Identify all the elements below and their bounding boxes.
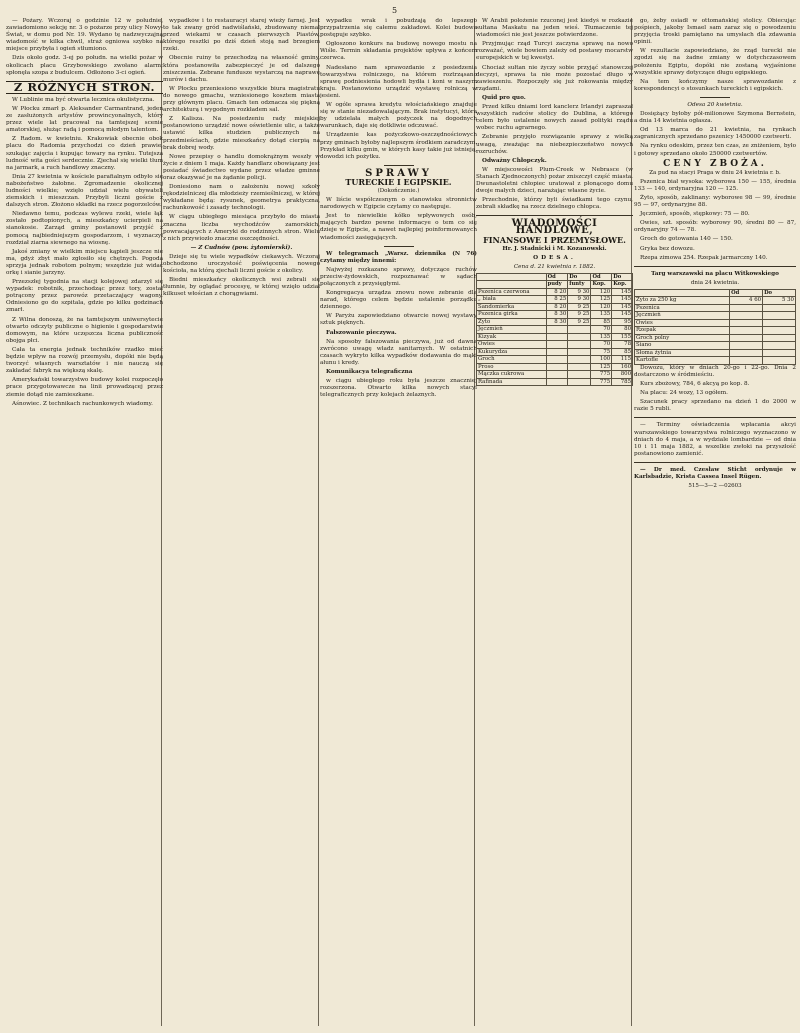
table-cell	[568, 356, 591, 364]
table-cell	[730, 312, 763, 320]
table-cell: 5 30	[763, 297, 796, 305]
article-paragraph: Z Radom. w kwietniu. Krakowiak obecnie obok placu do Radomia przychodzi co dzień prawie, szukając zajęcia i kupując towary na rynku. Tutejsza ludność wita gości serdecznie. Zjechał się wielki tłum na jarmark, a ruch handlowy znaczny.	[6, 136, 163, 171]
table-row	[477, 333, 633, 341]
table-row	[635, 312, 796, 320]
table-row	[477, 326, 633, 334]
article-paragraph: Przed kilku dniami lord kanclerz Irlandyi zapraszał wszystkich radców stolicy do Dublina, a którego celem było ustalenie nowych zasad polityki rządu wobec ruchu agrarnego.	[476, 104, 633, 132]
price-line: Jęczmień, sposób, stępkowy: 75 — 80.	[640, 211, 750, 218]
table-cell: 70	[591, 326, 612, 334]
section-title-z-roznych-stron: Z RÓŻNYCH STRON.	[6, 81, 163, 94]
separator	[700, 97, 730, 98]
article-paragraph: Obecnie ruiny te przechodzą na własność gminy, która postanowiła zabezpieczyć je od dalszego zniszczenia. Zebrane fundusze wystarczą na naprawę murów i dachu.	[163, 55, 320, 83]
table-row	[635, 319, 796, 327]
column-5	[634, 18, 796, 1026]
sprawy-note: (Dokończenie.)	[377, 187, 420, 194]
price-subheader	[477, 281, 547, 289]
table-cell	[730, 357, 763, 365]
article-paragraph: W Płocku zmarł p. Aleksander Carmantrand, jeden ze zasłużonych artystów prowincyonalnych, który przez wiele lat pracował na tamtejszej scenie amatorskiej, służąc radą i pomocą młodym talentom.	[6, 105, 163, 134]
sprawy-subtitle: TURECKIE I EGIPSKIE.	[345, 176, 452, 187]
article-paragraph: wypadków i to restauracyi starej wieży farnej. Jest to tak zwany gród nadwiślański, zbudowany niemal przed wiekami w czasach pierwszych Piastów, którego resztki po dziś dzień stoją nad brzegiem rzeki.	[163, 18, 320, 53]
table-cell: Pszenica girka	[477, 311, 547, 319]
table-cell	[730, 327, 763, 335]
odesa-date: Cena d. 21 kwietnia r. 1882.	[513, 263, 596, 270]
table-cell	[546, 326, 568, 334]
table-cell	[763, 304, 796, 312]
targ-date: dnia 24 kwietnia.	[690, 279, 740, 286]
table-cell: 85	[612, 348, 633, 356]
price-table-body	[477, 288, 633, 386]
article-paragraph: Dzieje się tu wiele wypadków ciekawych. Wczoraj obchodzono uroczystość poświęcenia nowego kościoła, na którą zjechali liczni goście z okolicy.	[163, 253, 320, 275]
targ-table-body	[635, 297, 796, 365]
table-row	[635, 334, 796, 342]
table-cell: 125	[591, 363, 612, 371]
table-cell: 145	[612, 311, 633, 319]
telegram-heading: W telegramach „Warsz. dziennika (N 76) czytamy między innemi:	[320, 250, 477, 264]
targ-table	[634, 289, 796, 365]
article-paragraph: Przyjmując rząd Turcyi zaczyna sprawę na nowo rozważać, wiele bowiem zależy od postawy mocarstw europejskich w tej kwestyi.	[476, 41, 633, 62]
table-row	[477, 363, 633, 371]
table-row	[635, 304, 796, 312]
article-paragraph: W rezultacie zapowiedziano, że rząd turecki nie zgodzi się na żadne zmiany w dotychczasowem położeniu Egiptu, dopóki nie zostaną wyjaśnione wszystkie sprawy dotyczące długu egipskiego.	[634, 48, 796, 76]
article-paragraph: Szacunek pracy sprzedano na dzień 1 do 2000 w razie 5 rubli.	[634, 399, 796, 413]
article-paragraph: Urządzenie kas pożyczkowo-oszczędnościowych przy gminach byłoby najlepszym środkiem zaradczym. Przykład kilku gmin, w których kasy takie już istnieją, dowodzi ich pożytku.	[320, 132, 477, 160]
table-cell: 100	[591, 356, 612, 364]
article-paragraph: Na tem kończymy nasze sprawozdanie z korespondencyi o stosunkach tureckich i egipskich.	[634, 78, 796, 92]
table-cell: Mączka cukrowa	[477, 371, 547, 379]
wiadomosci-subtitle: FINANSOWE I PRZEMYSŁOWE.	[483, 234, 626, 245]
article-paragraph: Zebranie przyjęło rozwiązanie sprawy z wielką uwagą, zważając na niebezpieczeństwo nowych rozruchów.	[476, 134, 633, 155]
table-cell	[546, 378, 568, 386]
table-cell: 9 30	[568, 288, 591, 296]
price-line: Gryka bez dowozu.	[640, 245, 695, 252]
table-cell: 115	[612, 356, 633, 364]
table-cell	[730, 334, 763, 342]
column-3	[320, 18, 477, 1026]
table-cell: 120	[591, 303, 612, 311]
subsection-title: — Z Cudnów (pow. żytomierski).	[190, 244, 293, 251]
table-cell	[546, 341, 568, 349]
table-cell: 4 60	[730, 297, 763, 305]
targ-header	[635, 289, 730, 297]
divider	[634, 462, 796, 463]
article-paragraph: W ogóle sprawa kredytu włościańskiego znajduje się w stanie niezadowalającym. Brak instytucyi, która by udzielała małych pożyczek na dogodnych warunkach, daje się dotkliwie odczuwać.	[320, 102, 477, 130]
article-paragraph: Amerykański towarzystwo budowy kolei rozpoczęło prace przygotowawcze na linii prowadzącej przez ziemie dotąd nie zamieszkane.	[6, 377, 163, 398]
table-cell: Siano	[635, 342, 730, 350]
table-cell: 8 20	[546, 288, 568, 296]
page-number: 5	[392, 6, 398, 15]
table-cell: Owies	[477, 341, 547, 349]
article-paragraph: W liście współczesnym o stanowisku stronnictw narodowych w Egipcie czytamy co następuje.	[320, 197, 477, 211]
komunikacya-heading: Komunikacya telegraficzna	[326, 369, 413, 376]
table-cell	[546, 348, 568, 356]
article-paragraph: Ogłoszono konkurs na budowę nowego mostu na Wiśle. Termin składania projektów upływa z końcem czerwca.	[320, 41, 477, 62]
table-cell: „ biała	[477, 296, 547, 304]
targ-title: Targ warszawski na placu Witkowskiego	[651, 270, 779, 277]
article-paragraph: Nadesłano nam sprawozdanie z posiedzenia towarzystwa rolniczego, na którem roztrząsano sprawę podniesienia hodowli bydła i koni w naszym kraju. Postanowiono urządzić wystawę rolniczą w jesieni.	[320, 64, 477, 99]
price-header: Do	[612, 273, 633, 281]
table-cell	[546, 371, 568, 379]
article-paragraph: Biedni mieszkańcy okolicznych wsi zebrali się tłumnie, by oglądać procesyę, w której wzięło udział kilkuset włościan z chorągwiami.	[163, 277, 320, 298]
column-1	[6, 18, 163, 1026]
table-cell: 70	[591, 341, 612, 349]
table-row	[635, 342, 796, 350]
table-cell: 135	[591, 311, 612, 319]
table-cell: Proso	[477, 363, 547, 371]
falszowanie-heading: Fałszowanie pieczywa.	[326, 329, 397, 336]
table-cell: 78	[612, 341, 633, 349]
table-cell: Groch	[477, 356, 547, 364]
table-row	[477, 311, 633, 319]
table-cell: 8 20	[546, 303, 568, 311]
table-cell: 9 25	[568, 318, 591, 326]
article-paragraph: Doniesiono nam o założeniu nowej szkoły rękodzielniczej dla młodzieży rzemieślniczej, w której wykładane będą: rysunek, geometrya praktyczna, rachunkowość i zasady technologii.	[163, 184, 320, 212]
price-line: Pszenica biał wysoka: wyborowa 150 — 155, średnia 133 — 140, ordynaryjna 120 — 125.	[634, 178, 796, 192]
table-cell	[568, 333, 591, 341]
table-cell: 775	[591, 378, 612, 386]
table-cell: 135	[591, 333, 612, 341]
table-cell	[763, 342, 796, 350]
table-cell: 85	[591, 318, 612, 326]
table-cell: 80	[612, 326, 633, 334]
table-cell	[546, 333, 568, 341]
article-paragraph: go, żeby osiadł w ottomańskiej stolicy. Obiecując pośpiech, jakoby Ismael sam zaraz się o powodzeniu przyjęcia troski pamiętano na umysłach dla zdawania opinii.	[634, 18, 796, 46]
table-cell	[546, 363, 568, 371]
table-cell: Słoma żytnia	[635, 349, 730, 357]
table-cell: 9 25	[568, 303, 591, 311]
table-cell: 145	[612, 303, 633, 311]
table-cell	[546, 356, 568, 364]
price-subheader: funty	[568, 281, 591, 289]
table-row	[635, 297, 796, 305]
table-row	[477, 296, 633, 304]
article-paragraph: Nowe przepisy o handlu domokrążnym weszły w życie z dniem 1 maja. Każdy handlarz obowiązany jest posiadać świadectwo wydane przez władze gminne oraz okazywać je na żądanie policji.	[163, 153, 320, 181]
table-cell: Jęczmień	[635, 312, 730, 320]
table-cell	[730, 304, 763, 312]
table-cell: Rzepak	[635, 327, 730, 335]
article-paragraph: Przezszłej tygodnia na stacji kolejowej zdarzył się wypadek: robotnik, przechodząc przez tory, został potrącony przez parowóz przetaczający wagony. Odniesiono go do szpitala, gdzie po kilku godzinach zmarł.	[6, 279, 163, 314]
divider	[634, 417, 796, 418]
article-paragraph: W ciągu ubiegłego miesiąca przybyło do miasta znaczna liczba wychodźców zamorskich, powracających z Ameryki do rodzinnych stron. Wielu z nich przywiozło znaczne oszczędności.	[163, 214, 320, 242]
table-cell: 125	[591, 296, 612, 304]
targ-header: Do	[763, 289, 796, 297]
article-paragraph: Jakoś zmiany w wielkim miejscu kąpieli jeszcze nie ma, gdyż zbyt mało zgłosiło się chętnych. Pogoda sprzyja jednak robotom polnym; wszędzie już widać orkę i sianie jarzyny.	[6, 248, 163, 276]
price-line: Rzepa zimowa 254. Rzepak jarmarczny 140.	[640, 254, 768, 261]
table-cell: Sandomierka	[477, 303, 547, 311]
announcement: — Terminy oświadczenia wpłacania akcyi warszawskiego towarzystwa rolniczego wyznaczono w dniach do 4 maja, a w wydziale lombardzie — od dnia 10 i 11 maja 1882, a wszelkie zwłoki na przyszłość postanowiono zamienić.	[634, 422, 796, 457]
table-cell: Kizyak	[477, 333, 547, 341]
price-line: Groch do gotowania 140 — 150.	[640, 236, 733, 243]
article-paragraph: Dosiężący byłoby pół-milionowe Szymona Bernstein, a dnia 14 kwietnia ogłasza.	[634, 111, 796, 125]
table-cell: 8 30	[546, 311, 568, 319]
ceny-zboza-title: CENY ZBOŻA.	[663, 158, 767, 169]
article-paragraph: w ciągu ubiegłego roku była jeszcze znaczniej rozszerzona. Otwarto kilka nowych stacyi telegraficznych przy kolejach żelaznych.	[320, 378, 477, 399]
column-4	[476, 18, 633, 1026]
article-paragraph: Kurs zbożowy, 784, 6 akcyą po kop. 8.	[640, 381, 750, 388]
table-cell: Żyto za 250 kg	[635, 297, 730, 305]
price-table	[476, 273, 633, 387]
table-cell: Groch polny	[635, 334, 730, 342]
article-paragraph: W miejscowości Plum-Creek w Nebrasce (w Stanach Zjednoczonych) pożar zniszczył część miasta. Dwunastoletni chłopiec uratował z płonącego domu dwoje małych dzieci, narażając własne życie.	[476, 166, 633, 195]
quid-heading: Quid pro quo.	[482, 94, 526, 101]
odwazny-heading: Odważny Chłopczyk.	[482, 157, 547, 164]
table-row	[477, 341, 633, 349]
price-line: Owies, szt. sposób: wyborowy 90, średni 80 — 87, ordynaryjny 74 — 78.	[634, 220, 796, 234]
table-cell: Kukurydza	[477, 348, 547, 356]
article-paragraph: W Lublinie ma być otwarta lecznica okulistyczna.	[12, 96, 155, 103]
article-paragraph: Przechodnie, którzy byli świadkami tego czynu, zebrali składkę na rzecz dzielnego chłopca.	[476, 197, 633, 211]
price-subheader: Kop.	[612, 281, 633, 289]
article-paragraph: wypadku wrak i pobudzają do lepszego przypatrzenia się całemu zakładowi. Kolei budowa postępuje szybko.	[320, 18, 477, 39]
table-cell: Jęczmień	[477, 326, 547, 334]
firm-name: Hr. J. Stadnicki i M. Kozanowski.	[502, 245, 607, 252]
table-cell: Owies	[635, 319, 730, 327]
table-row	[477, 371, 633, 379]
article-paragraph: Aśnowiec. Z technikach rachunkowych wiadomy.	[12, 400, 153, 407]
ceny-subtitle: Za pud na stacyi Praga w dniu 24 kwietnia r. b.	[649, 169, 781, 176]
table-cell	[730, 319, 763, 327]
table-row	[635, 327, 796, 335]
table-cell	[568, 348, 591, 356]
article-paragraph: Na sposoby fałszowania pieczywa, już od dawna zwrócono uwagę władz sanitarnych. W ostatnich czasach wykryto kilka wypadków dodawania do mąki ałunu i kredy.	[320, 338, 477, 366]
notowania-heading: Odesa 20 kwietnia.	[687, 101, 743, 108]
table-row	[635, 357, 796, 365]
table-cell	[568, 326, 591, 334]
table-cell: 8 30	[546, 318, 568, 326]
table-cell	[763, 319, 796, 327]
table-cell	[568, 378, 591, 386]
table-cell: Kartofle	[635, 357, 730, 365]
odesa-heading: ODESA.	[533, 254, 576, 261]
table-cell: 120	[591, 288, 612, 296]
divider	[634, 266, 796, 267]
article-paragraph: — Pożary. Wczoraj o godzinie 12 w południe, zawiadomiono sekcję nr. 3 o pożarze przy ulicy Nowy-Świat, w domu pod Nr. 19. Wydano tę nadzwyczajną wiadomość w kilka chwil, straż ogniowa szybko na miejsce przybyła i ogień stłumiono.	[6, 18, 163, 53]
table-cell	[763, 349, 796, 357]
separator	[384, 165, 414, 166]
table-cell: 9 30	[568, 296, 591, 304]
table-cell	[763, 334, 796, 342]
article-paragraph: W Płocku przeniesiono wszystkie biura magistratu do nowego gmachu, wzniesionego kosztem miasta przy głównym placu. Gmach ten odznacza się piękną architekturą i wygodnym rozkładem sal.	[163, 85, 320, 114]
article-paragraph: W Paryżu zapowiedziano otwarcie nowej wystawy sztuk pięknych.	[320, 313, 477, 327]
table-cell: 8 25	[546, 296, 568, 304]
article-paragraph: Jest to niewielkie kółko wpływowych osób, mających bardzo pewne informacye o tem co się dzieje w Egipcie, a nawet najlepiej poinformowanych wiadomości zasięgających.	[320, 213, 477, 241]
price-subheader: Kop.	[591, 281, 612, 289]
table-cell	[730, 349, 763, 357]
table-row	[477, 303, 633, 311]
article-paragraph: Kongregacya urządza znowu nowe zebranie dla narad, którego celem będzie ustalenie porządku dziennego.	[320, 290, 477, 311]
table-row	[477, 378, 633, 386]
table-cell: 145	[612, 288, 633, 296]
announcement-number: 515—3—2 —02603	[688, 483, 742, 490]
column-2	[163, 18, 320, 1026]
table-cell: 785	[612, 378, 633, 386]
table-cell: Pszenica czerwona	[477, 288, 547, 296]
price-header: Do	[568, 273, 591, 281]
article-paragraph: Chociaż sułtan nie życzy sobie przyjąć stanowczej decyzyi, sprawa ta nie może pozostać długo w zawieszeniu. Rozpoczęły się już rokowania między rządami.	[476, 64, 633, 92]
article-paragraph: Dzis około godz. 3-ej po połudn. na wielki pożar w okolicach placu Grzybowskiego zwołano alarm; spłonęła szopa z budulcem. Odłożono 3-ci ogień.	[6, 55, 163, 76]
article-paragraph: Najwyżej rozkazano sprawy, dotyczące ruchów przeciw-żydowskich, rozpoznawać w sądach połączonych z przysięgłymi.	[320, 266, 477, 287]
price-header: Od	[591, 273, 612, 281]
price-subheader: pudy	[546, 281, 568, 289]
article-paragraph: Cała ta energia jednak techników rzadko mieć będzie wpływ na rozwój przemysłu, dopóki nie będą tworzyć własnych warsztatów i nie nauczą się zakładać fabryk na większą skalę.	[6, 346, 163, 375]
article-paragraph: Niedawno temu, podczas wylewu rzeki, wiele łąk zostało podtopionych, a mieszkańcy ucierpieli na sianokosie. Zarząd gminy postanowił przyjść z pomocą najbiedniejszym gospodarzom, i wyznaczył rozdział ziarna siewnego na wiosnę.	[6, 211, 163, 246]
table-cell: Żyto	[477, 318, 547, 326]
table-row	[477, 288, 633, 296]
table-cell: Pszenica	[635, 304, 730, 312]
article-paragraph: Na placu: 24 wozy, 13 ogółem.	[640, 390, 728, 397]
table-cell: 775	[591, 371, 612, 379]
table-cell: 9 25	[568, 311, 591, 319]
article-paragraph: Z Wilna donoszą, że na tamtejszym uniwersytecie otwarto odczyty publiczne o higienie i gospodarstwie domowym, na które uczęszcza liczna publiczność obojga płci.	[6, 316, 163, 344]
separator	[384, 246, 414, 247]
table-cell: 155	[612, 333, 633, 341]
table-cell: Rafinada	[477, 378, 547, 386]
table-row	[635, 349, 796, 357]
table-cell	[568, 341, 591, 349]
table-cell: 145	[612, 296, 633, 304]
article-paragraph: Od 13 marca do 21 kwietnia, na rynkach zagranicznych sprzedano pszenicy 1450000 czetwerti.	[634, 127, 796, 141]
divider	[476, 215, 633, 216]
table-cell: 160	[612, 363, 633, 371]
article-paragraph: Dnia 27 kwietnia w kościele parafialnym odbyło się nabożeństwo żałobne. Zgromadzenie okolicznej ludności wielkie; wzięło udział wielu obywateli ziemskich i mieszczan. Przybyli liczni goście z dalszych stron. Złożono składki na rzecz pogorzelców.	[6, 173, 163, 209]
price-header	[477, 273, 547, 281]
article-paragraph: W Arabii położenie rzuconej jest kiedyś w rozkazie sułtana Maskatu na jeden wieś. Tłumaczenie tej wiadomości nie jest jeszcze potwierdzone.	[476, 18, 633, 39]
table-row	[477, 356, 633, 364]
table-cell: 800	[612, 371, 633, 379]
price-line: Żyto, sposób, zaklinany: wyborowe 98 — 99, średnie 95 — 97, ordynaryjne 88.	[634, 194, 796, 209]
targ-header: Od	[730, 289, 763, 297]
table-cell	[763, 312, 796, 320]
article-paragraph: Dowozu, który w dniach 20-go i 22-go. Dnia 2 dostarczono w śródmieściu.	[634, 364, 796, 378]
table-cell	[763, 357, 796, 365]
table-cell	[763, 327, 796, 335]
article-paragraph: Na rynku odeskim, przez ten czas, ze zniżeniem, było i gotowy sprzedano około 250000 czetwertów.	[634, 143, 796, 157]
article-paragraph: Z Kalisza. Na posiedzeniu rady miejskiej postanowiono urządzić nowe oświetlenie ulic, a także ustawić kilka studzien publicznych na przedmieściach, gdzie mieszkańcy dotąd cierpią na brak dobrej wody.	[163, 116, 320, 151]
sprawy-title: SPRAWY	[365, 167, 432, 179]
table-row	[477, 348, 633, 356]
announcement: — Dr med. Czesław Sticht ordynuje w Karlsbadzie, Krista Cassea Insel Rügen.	[634, 466, 796, 481]
table-cell: 95	[612, 318, 633, 326]
table-cell	[730, 342, 763, 350]
wiadomosci-title: WIADOMOŚCI HANDLOWE,	[511, 218, 598, 237]
table-cell	[568, 363, 591, 371]
table-row	[477, 318, 633, 326]
table-cell	[568, 371, 591, 379]
price-header: Od	[546, 273, 568, 281]
table-cell: 75	[591, 348, 612, 356]
